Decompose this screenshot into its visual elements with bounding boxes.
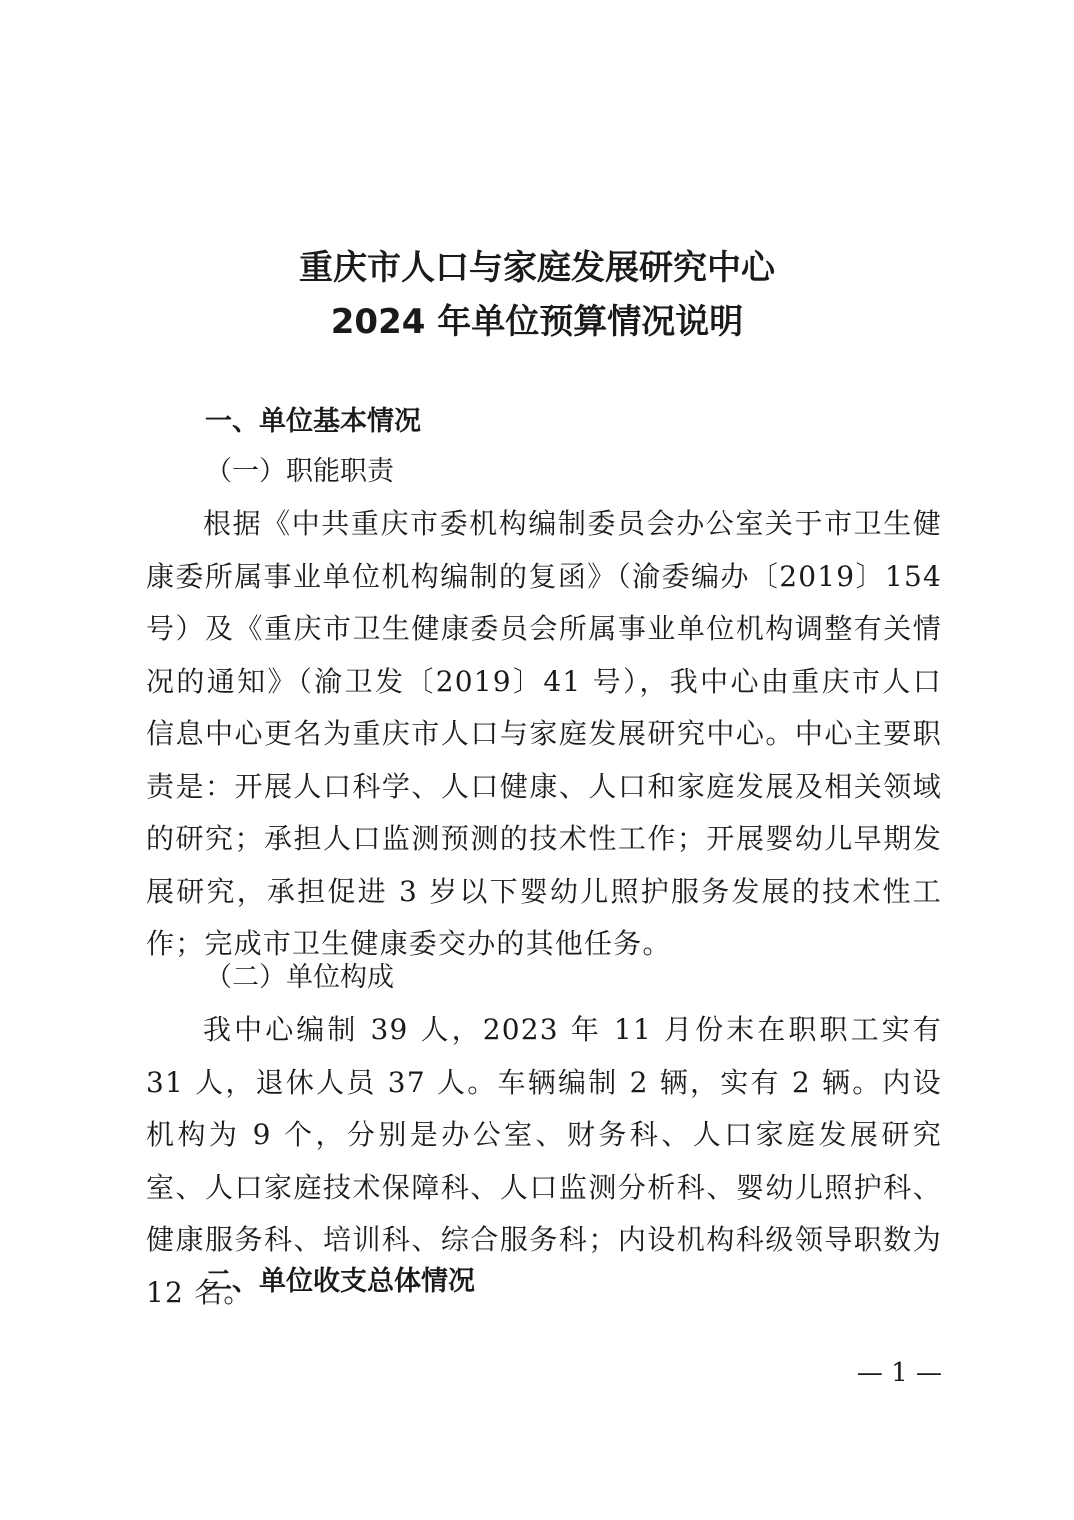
paragraph-duties: 根据《中共重庆市委机构编制委员会办公室关于市卫生健康委所属事业单位机构编制的复函》（渝委编办〔2019〕154 号）及《重庆市卫生健康委员会所属事业单位机构调整有关情况的通知》（渝卫发〔2019〕41 号），我中心由重庆市人口信息中心更名为重庆市人口与家庭发展研究中心。中心主要职责是：开展人口科学、人口健康、人口和家庭发展及相关领域的研究；承担人口监测预测的技术性工作；开展婴幼儿早期发展研究，承担促进 3 岁以下婴幼儿照护服务发展的技术性工作；完成市卫生健康委交办的其他任务。 xyxy=(146,507,942,960)
paragraph-composition: 我中心编制 39 人，2023 年 11 月份末在职职工实有 31 人，退休人员 37 人。车辆编制 2 辆，实有 2 辆。内设机构为 9 个，分别是办公室、财务科、人口家庭发展研究室、人口家庭技术保障科、人口监测分析科、婴幼儿照护科、健康服务科、培训科、综合服务科；内设机构科级领导职数为 12 名。 xyxy=(146,1013,942,1309)
page-number: — 1 — xyxy=(856,1358,942,1388)
document-title-line1: 重庆市人口与家庭发展研究中心 xyxy=(299,248,775,288)
subsection-heading-composition: （二）单位构成 xyxy=(205,962,394,993)
section-heading-budget-overview: 二、单位收支总体情况 xyxy=(205,1266,475,1297)
document-title-line2: 2024 年单位预算情况说明 xyxy=(330,302,744,342)
section-heading-basic-info: 一、单位基本情况 xyxy=(205,406,421,437)
subsection-heading-duties: （一）职能职责 xyxy=(205,456,394,487)
